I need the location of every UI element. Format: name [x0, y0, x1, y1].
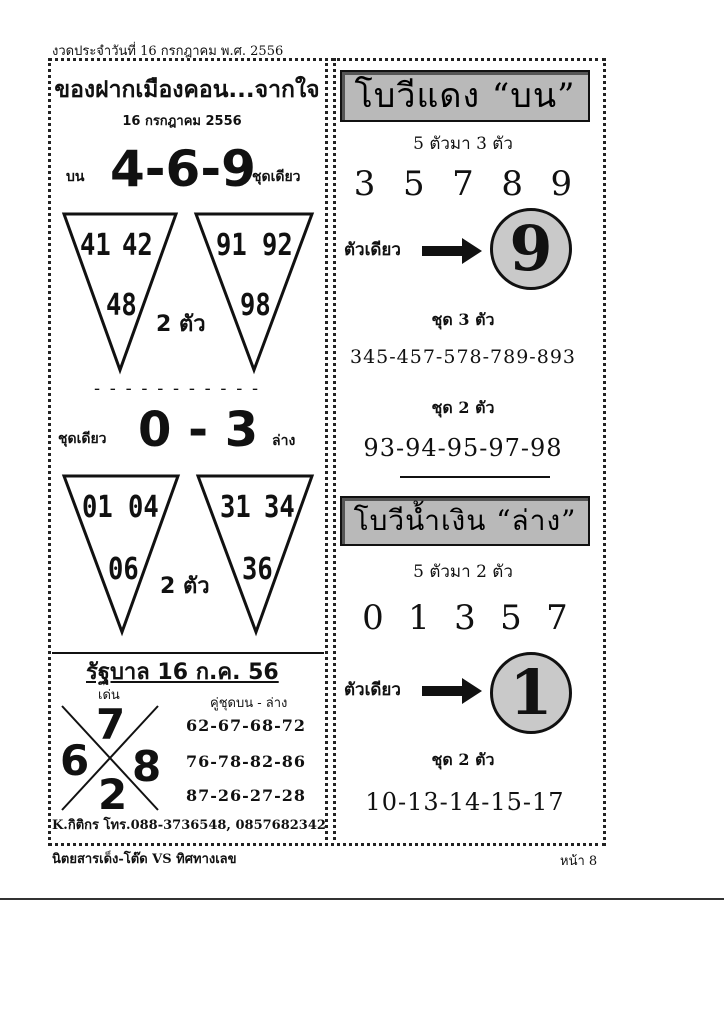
pair-98: 98: [240, 288, 271, 323]
pair-92: 92: [262, 228, 293, 263]
blue-sub: 5 ตัวมา 2 ตัว: [413, 562, 513, 582]
cross-digit-top: 7: [96, 700, 126, 749]
two-digit-label-top: 2 ตัว: [156, 312, 206, 337]
arrow-right-icon: [422, 236, 484, 266]
arrow-right-icon-2: [422, 676, 484, 706]
top-set: 4-6-9: [110, 140, 256, 198]
draw-date: งวดประจำวันที่ 16 กรกฎาคม พ.ศ. 2556: [52, 44, 284, 59]
two-digit-label-bottom: 2 ตัว: [160, 574, 210, 599]
set3-label: ชุด 3 ตัว: [431, 310, 495, 329]
red-banner-text: โบวีแดง “บน”: [354, 76, 576, 116]
contact: K.กิติกร โทร.088-3736548, 0857682342: [52, 818, 326, 833]
red-banner: [340, 70, 590, 122]
blue-digits: [350, 598, 580, 638]
red-digit: 7: [452, 164, 474, 204]
bottom-set-label: ชุดเดียว: [58, 431, 107, 447]
pair-label: คู่ชุดบน - ล่าง: [210, 696, 288, 711]
footer-magazine: นิตยสารเด็ง-โต๊ด VS ทิศทางเลข: [52, 852, 237, 867]
red-digits: [340, 164, 586, 204]
blue-set2-label: ชุด 2 ตัว: [431, 750, 495, 769]
top-label: บน: [66, 169, 85, 185]
pair-row-3: 87-26-27-28: [186, 786, 306, 805]
bottom-label: ล่าง: [272, 433, 296, 449]
dash-divider: - - - - - - - - - - -: [94, 378, 261, 399]
red-digit: 9: [550, 164, 573, 204]
left-date: 16 กรกฎาคม 2556: [122, 114, 242, 129]
red-single-label: ตัวเดียว: [344, 240, 401, 260]
blue-set2-values: 10-13-14-15-17: [365, 788, 565, 816]
right-divider: [400, 476, 550, 478]
red-digit: 5: [402, 164, 425, 204]
play-label: เด่น: [98, 688, 120, 703]
pair-row-1: 62-67-68-72: [186, 716, 306, 735]
top-set-label: ชุดเดียว: [252, 169, 301, 185]
red-single-digit: 9: [509, 212, 553, 285]
red-digit: 3: [353, 164, 376, 204]
pair-06: 06: [108, 552, 139, 587]
red-sub: 5 ตัวมา 3 ตัว: [413, 134, 513, 154]
column-divider-2: [333, 58, 336, 840]
pair-row-2: 76-78-82-86: [186, 752, 306, 771]
pair-34: 34: [264, 490, 295, 525]
blue-digit: 7: [546, 598, 568, 638]
blue-single-digit: 1: [509, 656, 553, 729]
blue-digit: 1: [408, 598, 430, 638]
bottom-set: 0 - 3: [138, 402, 259, 458]
set3-values: 345-457-578-789-893: [349, 346, 576, 368]
column-divider: [325, 58, 328, 840]
cross-digit-left: 6: [60, 736, 90, 785]
pair-01: 01: [82, 490, 113, 525]
blue-digit: 3: [454, 598, 476, 638]
blue-digit: 0: [362, 598, 384, 638]
gov-title: รัฐบาล 16 ก.ค. 56: [86, 660, 279, 685]
left-title: ของฝากเมืองคอน...จากใจ: [54, 77, 320, 103]
blue-banner-text: โบวีน้ำเงิน “ล่าง”: [353, 504, 577, 537]
blue-single-label: ตัวเดียว: [344, 680, 401, 700]
cross-digit-bottom: 2: [98, 770, 128, 819]
set2-label: ชุด 2 ตัว: [431, 398, 495, 417]
cross-digit-right: 8: [132, 742, 162, 791]
set2-values: 93-94-95-97-98: [363, 434, 563, 462]
footer-page: หน้า 8: [560, 854, 598, 869]
blue-banner: [340, 496, 590, 546]
red-digit: 8: [501, 164, 523, 204]
pair-91: 91: [216, 228, 247, 263]
pair-42: 42: [122, 228, 153, 263]
page-bottom-line: [0, 898, 724, 900]
blue-digit: 5: [500, 598, 522, 638]
pair-04: 04: [128, 490, 159, 525]
pair-31: 31: [220, 490, 251, 525]
pair-36: 36: [242, 552, 273, 587]
pair-41: 41: [80, 228, 111, 263]
pair-48: 48: [106, 288, 137, 323]
